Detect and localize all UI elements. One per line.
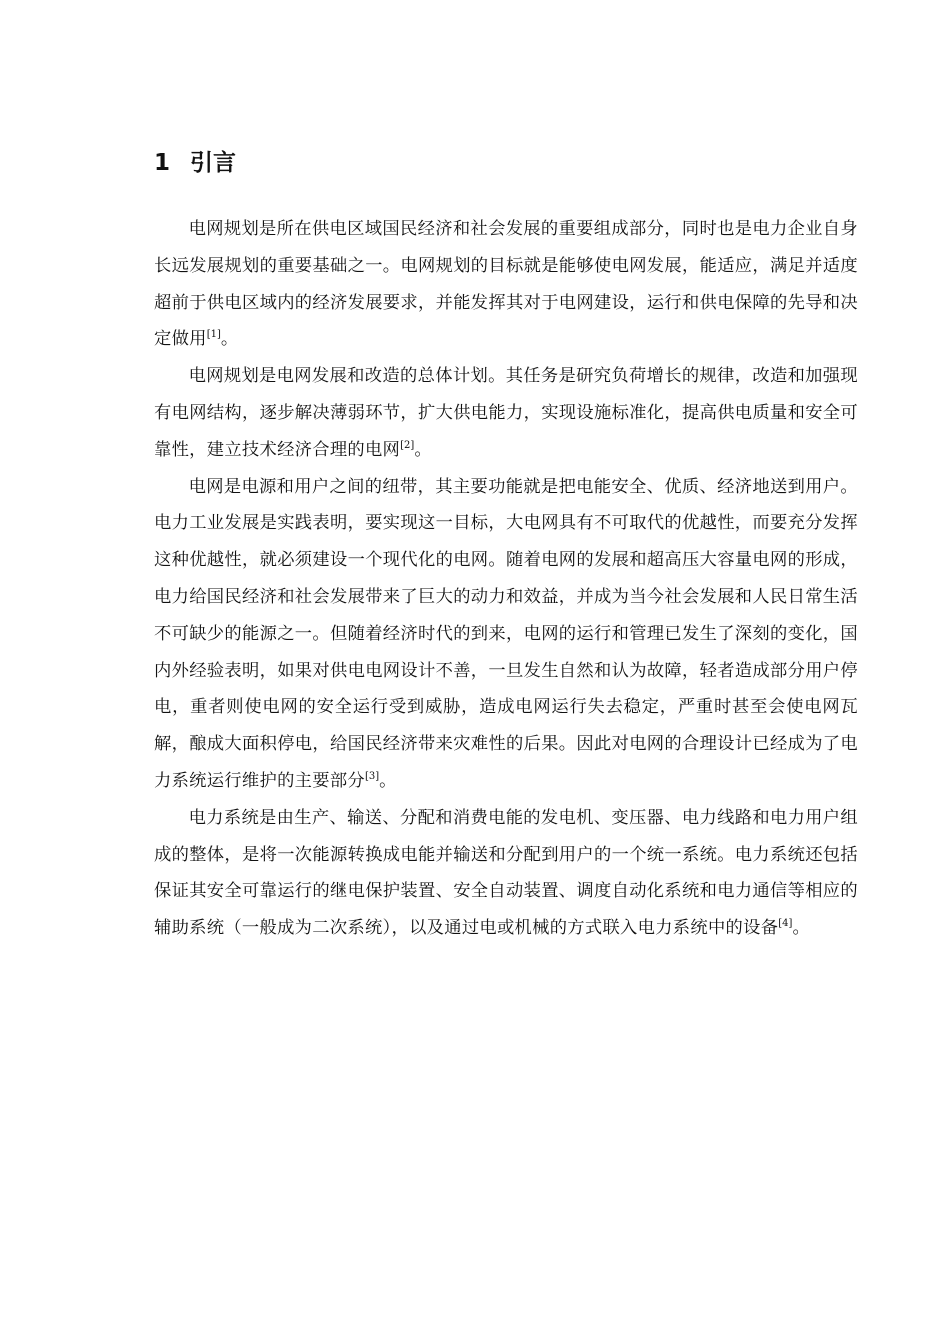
section-number: 1: [154, 150, 171, 176]
section-title: 引言: [190, 150, 236, 176]
paragraph-4: [154, 800, 858, 947]
paragraph-2: [154, 358, 858, 468]
citation-ref-1: [1]: [206, 329, 221, 341]
paragraph-end: 。: [414, 439, 432, 460]
paragraph-text: 电网规划是所在供电区域国民经济和社会发展的重要组成部分，同时也是电力企业自身长远发展规划的重要基础之一。电网规划的目标就是能够使电网发展，能适应，满足并适度超前于供电区域内的经济发展要求，并能发挥其对于电网建设，运行和供电保障的先导和决定做用: [154, 219, 858, 350]
paragraph-text: 电力系统是由生产、输送、分配和消费电能的发电机、变压器、电力线路和电力用户组成的整体，是将一次能源转换成电能并输送和分配到用户的一个统一系统。电力系统还包括保证其安全可靠运行的继电保护装置、安全自动装置、调度自动化系统和电力通信等相应的辅助系统（一般成为二次系统），以及通过电或机械的方式联入电力系统中的设备: [154, 807, 858, 939]
section-heading: [154, 146, 236, 180]
citation-ref-4: [4]: [778, 918, 793, 930]
paragraph-end: 。: [792, 918, 811, 939]
paragraph-3: [154, 469, 858, 800]
section-body: [154, 211, 858, 947]
paragraph-text: 电网是电源和用户之间的纽带，其主要功能就是把电能安全、优质、经济地送到用户。电力工业发展是实践表明，要实现这一目标，大电网具有不可取代的优越性，而要充分发挥这种优越性，就必须建设一个现代化的电网。随着电网的发展和超高压大容量电网的形成，电力给国民经济和社会发展带来了巨大的动力和效益，并成为当今社会发展和人民日常生活不可缺少的能源之一。但随着经济时代的到来，电网的运行和管理已发生了深刻的变化，国内外经验表明，如果对供电电网设计不善，一旦发生自然和认为故障，轻者造成部分用户停电，重者则使电网的安全运行受到威胁，造成电网运行失去稳定，严重时甚至会使电网瓦解，酿成大面积停电，给国民经济带来灾难性的后果。因此对电网的合理设计已经成为了电力系统运行维护的主要部分: [154, 476, 858, 791]
paragraph-end: 。: [220, 329, 239, 350]
paragraph-end: 。: [379, 770, 397, 791]
paragraph-text: 电网规划是电网发展和改造的总体计划。其任务是研究负荷增长的规律，改造和加强现有电网结构，逐步解决薄弱环节，扩大供电能力，实现设施标准化，提高供电质量和安全可靠性，建立技术经济合理的电网: [154, 366, 858, 460]
paragraph-1: [154, 211, 858, 358]
citation-ref-2: [2]: [400, 439, 415, 451]
citation-ref-3: [3]: [364, 770, 380, 782]
